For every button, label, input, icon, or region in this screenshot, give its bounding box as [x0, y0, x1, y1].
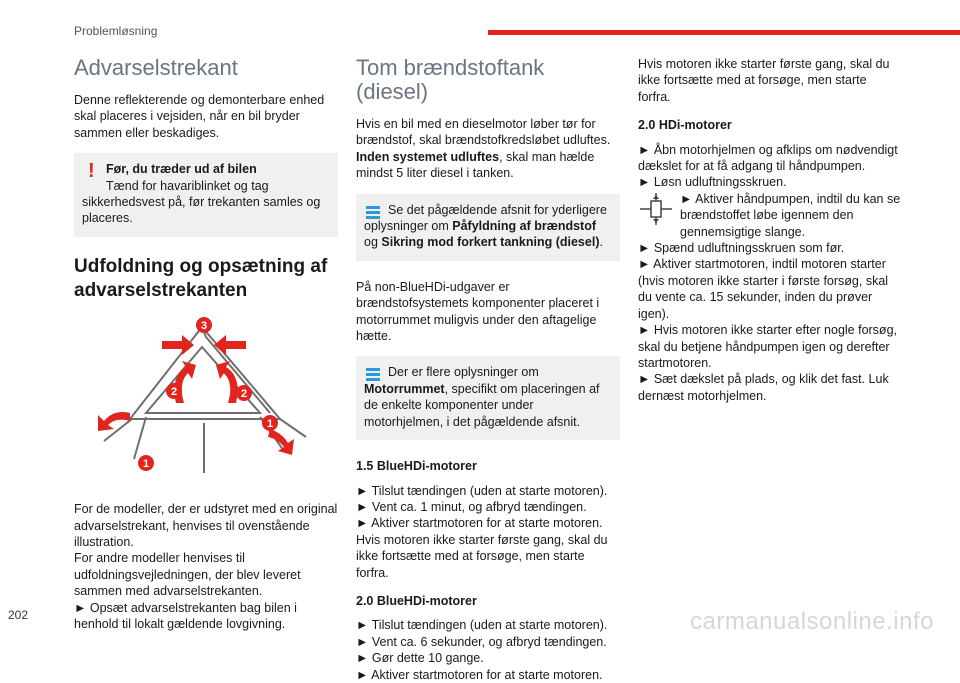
steps-1-5-bluehdi	[356, 483, 620, 581]
step-line: ► Tilslut tændingen (uden at starte motoren).	[356, 483, 608, 498]
page-header-label: Problemløsning	[74, 24, 158, 38]
text-run-bold: Inden systemet udluftes	[356, 149, 500, 164]
hand-pump-icon	[638, 191, 674, 227]
arrow-curve-up-right-icon	[216, 361, 238, 403]
step-marker-3: 3	[200, 319, 208, 332]
info-icon	[366, 368, 380, 386]
step-line: Hvis motoren ikke starter første gang, skal du ikke fortsætte med at forsøge, men starte forfra.	[356, 532, 608, 580]
triangle-frame	[104, 327, 306, 473]
link-misfuel-prevention: Sikring mod forkert tankning (diesel)	[381, 235, 600, 250]
pump-step	[638, 191, 902, 240]
step-marker-2a: 2	[170, 385, 178, 398]
step-line: ► Aktiver startmotoren for at starte motoren.	[356, 667, 603, 682]
subheading-2-0-bluehdi: 2.0 BlueHDi-motorer	[356, 593, 477, 608]
step-line: ► Tilslut tændingen (uden at starte motoren).	[356, 618, 608, 633]
text-run: Hvis en bil med en dieselmotor løber tør for brændstof, skal brændstofkredsløbet udluftes.	[356, 117, 611, 148]
arrow-curve-left-icon	[98, 412, 130, 431]
column-1	[74, 56, 338, 633]
subheading-1-5-bluehdi: 1.5 BlueHDi-motorer	[356, 459, 477, 474]
link-engine-compartment: Motorrummet	[364, 381, 445, 396]
step-line: ► Spænd udluftningsskruen som før.	[638, 241, 845, 256]
warning-title: Før, du træder ud af bilen	[106, 162, 257, 177]
warning-exclamation-icon: !	[88, 160, 95, 183]
placement-step: ► Opsæt advarselstrekanten bag bilen i henhold til lokalt gældende lovgivning.	[74, 600, 297, 632]
info-icon	[366, 206, 380, 224]
column-3	[638, 56, 902, 404]
model-note-line: For de modeller, der er udstyret med en original advarselstrekant, henvises til ovenstående illustration.	[74, 502, 338, 550]
step-line: ► Vent ca. 6 sekunder, og afbryd tændingen.	[356, 634, 607, 649]
restart-note: Hvis motoren ikke starter første gang, skal du ikke fortsætte med at forsøge, men starte forfra.	[638, 57, 890, 104]
other-models-line: For andre modeller henvises til udfoldningsvejledningen, der blev leveret sammen med advarselstrekanten.	[74, 551, 301, 599]
bleeding-paragraph	[356, 116, 620, 182]
step-line: ► Åbn motorhjelmen og afklips om nødvendigt dækslet for at få adgang til håndpumpen.	[638, 142, 898, 174]
step-line: ► Sæt dækslet på plads, og klik det fast. Luk dernæst motorhjelmen.	[638, 372, 889, 403]
text-run: Der er flere oplysninger om	[388, 365, 539, 380]
text-run: , skal man hælde mindst 5 liter diesel i tanken.	[356, 149, 595, 181]
step-line: ► Vent ca. 1 minut, og afbryd tændingen.	[356, 499, 587, 514]
column-2	[356, 56, 620, 683]
unfold-heading: Udfoldning og opsætning af advarselstrekanten	[74, 255, 328, 301]
steps-2-0-hdi	[638, 142, 902, 405]
arrow-right-icon	[162, 335, 194, 355]
step-marker-1a: 1	[266, 417, 274, 430]
header-accent-bar	[488, 30, 960, 35]
pump-step-text: ► Aktiver håndpumpen, indtil du kan se brændstoffet løbe igennem den gennemsigtige slange.	[680, 191, 901, 239]
warning-text: Tænd for havariblinket og tag sikkerhedsvest på, før trekanten samles og placeres.	[82, 178, 321, 226]
step-marker-1b: 1	[142, 457, 150, 470]
steps-2-0-bluehdi	[356, 617, 620, 683]
text-run: , specifikt om placeringen af de enkelte komponenter under motorhjelmen, i det pågældende afsnit.	[364, 381, 600, 429]
intro-paragraph: Denne reflekterende og demonterbare enhed skal placeres i vejsiden, når en bil bryder sammen eller beskadiges.	[74, 93, 325, 140]
text-run: .	[599, 235, 603, 250]
page-number: 202	[8, 608, 29, 622]
info-box-text	[364, 364, 612, 430]
text-run: og	[364, 235, 382, 250]
non-bluehdi-paragraph: På non-BlueHDi-udgaver er brændstofsystemets komponenter placeret i motorrummet muligvis under den aftagelige hætte.	[356, 279, 600, 344]
watermark: carmanualsonline.info	[690, 608, 934, 635]
step-line: ► Hvis motoren ikke starter efter nogle forsøg, skal du betjene håndpumpen igen og derefter startmotoren.	[638, 323, 897, 370]
info-box-refuelling	[356, 194, 620, 261]
subheading-2-0-hdi: 2.0 HDi-motorer	[638, 118, 732, 133]
step-line: ► Løsn udluftningsskruen.	[638, 175, 787, 190]
step-line: ► Aktiver startmotoren for at starte motoren.	[356, 516, 603, 531]
step-line: ► Gør dette 10 gange.	[356, 651, 484, 666]
info-box-engine-bay	[356, 356, 620, 440]
warning-triangle-illustration	[74, 313, 338, 489]
info-box-text	[364, 202, 612, 251]
arrow-curve-down-right-icon	[268, 429, 294, 455]
step-marker-2b: 2	[240, 387, 248, 400]
section-title-empty-fuel-tank: Tom brændstoftank (diesel)	[356, 55, 545, 104]
text-run: Se det pågældende afsnit for yderligere oplysninger om	[364, 202, 607, 234]
warning-box	[74, 153, 338, 237]
section-title-warning-triangle: Advarselstrekant	[74, 55, 238, 80]
link-refuelling: Påfyldning af brændstof	[452, 219, 596, 234]
step-line: ► Aktiver startmotoren, indtil motoren starter (hvis motoren ikke starter i første forsøg, skal du vente ca. 15 sekunder, inden du prøver igen).	[638, 257, 889, 321]
